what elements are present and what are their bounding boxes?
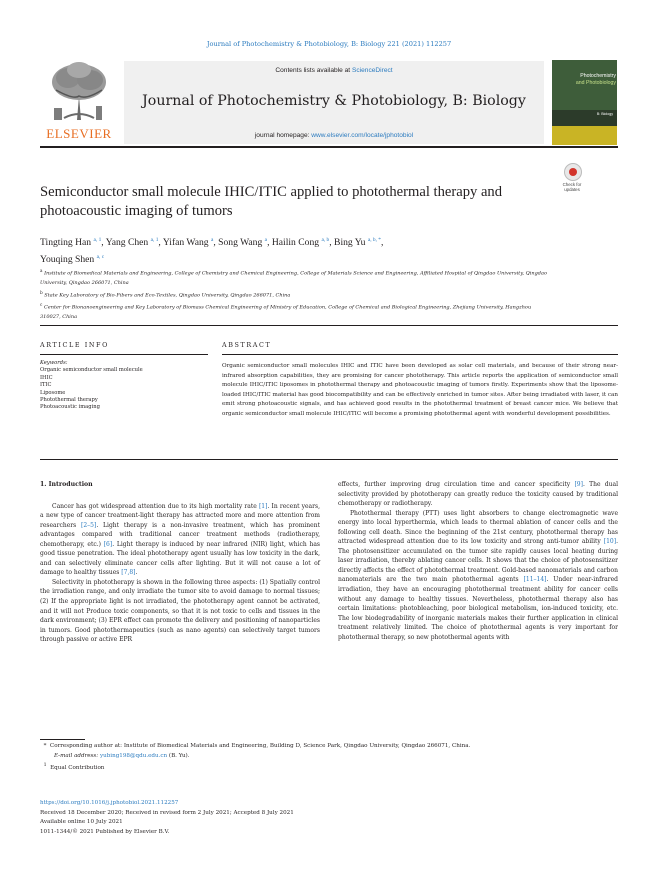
reference-link[interactable]: [6] xyxy=(103,540,113,548)
crossmark-label-line2: updates xyxy=(564,187,580,192)
text-run: . The dual selectivity provided by phototherapy can greatly reduce the toxicity caused by traditional chemotherapy or radiotherapy. xyxy=(338,481,619,508)
text-run: Photothermal therapy (PTT) uses light absorbers to change electromagnetic wave energy into local hyperthermia, which leads to thermal ablation of cancer cells and the following cell death. Since the beginning of the 21st century, photothermal therapy has attracted widespread attention due to its low toxicity and strong anti-tumor ability xyxy=(338,509,618,546)
cover-subtitle: and Photobiology xyxy=(575,80,616,86)
email-suffix: (B. Yu). xyxy=(168,752,190,759)
journal-citation[interactable]: Journal of Photochemistry & Photobiology, B: Biology 221 (2021) 112257 xyxy=(206,40,452,48)
keyword-item: Liposome xyxy=(40,389,66,396)
author[interactable] xyxy=(163,237,218,248)
author-affiliation-marks[interactable]: a, 1 xyxy=(93,237,102,243)
cover-tag: B: Biology xyxy=(596,112,613,116)
reference-link[interactable]: [7,8] xyxy=(121,569,136,577)
header-divider xyxy=(40,146,618,148)
author-separator: , xyxy=(381,237,384,249)
affiliation-mark: a xyxy=(40,268,43,273)
text-run: . The photosensitizer accumulated on the tumor site rapidly causes local heating during laser irradiation, thereby ablating cancer cells. It shows that the choice of photosensitizer directly affects the effect of photothermal treatment. Gold-based nanomaterials and carbon nanomaterials are the two main photothermal agents xyxy=(338,538,618,584)
body-column-left xyxy=(40,480,320,645)
body-column-right xyxy=(338,480,618,642)
intro-paragraph-3 xyxy=(338,509,618,643)
author-name: Hailin Cong xyxy=(271,237,320,249)
check-for-updates-badge[interactable] xyxy=(556,163,588,199)
publication-info xyxy=(40,799,618,837)
author[interactable] xyxy=(106,237,163,248)
keyword-item: ITIC xyxy=(40,382,52,389)
reference-link[interactable]: [11–14] xyxy=(523,576,547,584)
doi-link[interactable]: https://doi.org/10.1016/j.jphotobiol.2021.112257 xyxy=(40,800,179,806)
author[interactable] xyxy=(334,237,383,248)
footnote-rule xyxy=(40,739,85,740)
author-name: Song Wang xyxy=(218,237,263,249)
elsevier-wordmark: ELSEVIER xyxy=(46,126,112,141)
text-run: . Under near-infrared irradiation, they have an encouraging photothermal treatment ability for cancer cells without any damage to healthy tissues. Nevertheless, photothermal therapy also has certain limitations: photobleaching, poor biological metabolism, ion-induced toxicity, etc. The low biodegradability of inorganic materials makes their further application in clinical treatment relatively limited. The choice of photothermal agents is very important for photothermal therapy, so new photothermal agents with xyxy=(338,576,619,641)
affiliation-mark: b xyxy=(40,289,43,295)
keywords-block xyxy=(40,360,210,412)
footnote-mark: 1 xyxy=(43,763,47,769)
affiliation-item xyxy=(40,266,548,288)
affiliation-item xyxy=(40,288,548,301)
journal-homepage-line xyxy=(124,132,544,139)
author[interactable] xyxy=(40,237,106,248)
corresponding-author-text: Corresponding author at: Institute of Biomedical Materials and Engineering, Building D, Science Park, Qingdao University, Qingdao 266071, China. xyxy=(49,743,471,749)
author-affiliation-marks[interactable]: a, b xyxy=(321,237,330,243)
abstract-rule xyxy=(222,354,618,355)
elsevier-logo[interactable] xyxy=(40,60,118,144)
crossmark-icon xyxy=(564,163,582,181)
author-separator: , xyxy=(158,237,163,249)
affiliation-text: Institute of Biomedical Materials and Engineering, College of Chemistry and Chemical Engineering, College of Materials Science and Engineering, Affiliated Hospital of Qingdao University, Qingdao University, Qingdao 266071, China xyxy=(40,270,547,286)
available-online-date: Available online 10 July 2021 xyxy=(40,819,123,826)
contents-available-line xyxy=(124,67,544,74)
footnotes xyxy=(40,742,618,774)
journal-masthead xyxy=(124,61,544,144)
email-note xyxy=(40,752,618,762)
author-list xyxy=(40,233,560,267)
text-run: . Light therapy is a non-invasive treatment, which has prominent advantages compared with traditional cancer treatment methods (radiotherapy, chemotherapy, etc.) xyxy=(40,521,320,548)
author-name: Yifan Wang xyxy=(162,237,209,249)
affiliation-item xyxy=(40,300,548,322)
author-separator: , xyxy=(213,237,219,249)
author-name: Bing Yu xyxy=(334,237,366,249)
author-name: Youqing Shen xyxy=(40,254,95,266)
author-affiliation-marks[interactable]: a, 1 xyxy=(150,237,159,243)
email-link[interactable]: yubing198@qdu.edu.cn xyxy=(99,752,168,759)
crossmark-label-line1: Check for xyxy=(562,182,582,187)
corresponding-author-note xyxy=(40,742,618,752)
reference-link[interactable]: [10] xyxy=(603,538,617,546)
article-info-rule xyxy=(40,354,208,355)
homepage-prefix: journal homepage: xyxy=(254,132,312,139)
intro-paragraph-continued xyxy=(338,480,618,509)
affiliation-mark: c xyxy=(40,302,43,308)
abstract-end-rule xyxy=(40,459,618,460)
text-run: Cancer has got widespread attention due to its high mortality rate xyxy=(52,502,259,510)
affiliation-divider xyxy=(40,325,618,326)
journal-homepage-link[interactable]: www.elsevier.com/locate/jphotobiol xyxy=(311,132,414,139)
keyword-item: Photoacoustic imaging xyxy=(40,404,100,411)
keywords-label: Keywords: xyxy=(40,360,68,366)
author-affiliation-marks[interactable]: a xyxy=(264,237,268,243)
cover-title: Photochemistry xyxy=(580,73,616,79)
received-dates: Received 18 December 2020; Received in revised form 2 July 2021; Accepted 8 July 2021 xyxy=(40,809,294,816)
abstract-text: Organic semiconductor small molecules IHIC and ITIC have been developed as solar cell materials, and because of their strong near-infrared absorption capabilities, they are promising for cancer phototherapy. This article reports the application of semiconductor small molecule IHIC/ITIC liposomes in photothermal therapy and photoacoustic imaging of tumors firstly. Experiments show that the liposome-loaded IHIC/ITIC material has good biocompatibility and can be effectively enriched in tumor sites. After being irradiated with laser, it can emit strong photoacoustic signals, and has achieved good results in the photothermal treatment of breast cancer mice. We believe that organic semiconductor small molecule IHIC/ITIC will become a promising photothermal agent with wonderful development possibilities. xyxy=(222,363,618,417)
sciencedirect-link[interactable]: ScienceDirect xyxy=(351,67,393,74)
article-info-heading: ARTICLE INFO xyxy=(40,341,109,349)
author[interactable] xyxy=(40,254,104,265)
intro-paragraph-1 xyxy=(40,502,320,578)
contents-prefix: Contents lists available at xyxy=(275,67,352,74)
reference-link[interactable]: [9] xyxy=(574,481,583,488)
author-separator: , xyxy=(101,237,106,249)
email-label: E-mail address: xyxy=(54,752,99,759)
author-name: Yang Chen xyxy=(105,237,149,249)
elsevier-tree-icon xyxy=(44,60,114,122)
affiliation-list xyxy=(40,266,548,322)
article-title: Semiconductor small molecule IHIC/ITIC applied to photothermal therapy and photoacoustic imaging of tumors xyxy=(40,184,503,219)
keyword-item: Organic semiconductor small molecule xyxy=(40,367,143,374)
equal-contribution-note xyxy=(40,761,618,773)
text-run: . Light therapy is induced by near infrared (NIR) light, which has good tissue penetration. The ideal phototherapy agent usually has low toxicity in the dark, and can selectively eliminate cancer cells after lighting. But it will not cause a lot of damage to healthy tissues xyxy=(40,540,321,577)
author-separator: , xyxy=(267,237,272,249)
reference-link[interactable]: [2–5] xyxy=(81,521,97,529)
text-run: . xyxy=(135,569,138,577)
footnote-mark: * xyxy=(43,743,47,749)
section-heading-introduction: 1. Introduction xyxy=(40,481,93,488)
text-run: effects, further improving drug circulation time and cancer specificity xyxy=(338,481,575,488)
author-separator: , xyxy=(329,237,335,249)
keywords-list xyxy=(40,367,210,411)
abstract-heading: ABSTRACT xyxy=(222,341,272,349)
author[interactable] xyxy=(218,237,272,248)
keyword-item: Photothermal therapy xyxy=(40,397,98,404)
journal-cover-thumbnail[interactable] xyxy=(552,60,617,145)
author-affiliation-marks[interactable]: a xyxy=(210,237,214,243)
affiliation-text: Center for Bionanoengineering and Key Laboratory of Biomass Chemical Engineering of Ministry of Education, College of Chemical and Biological Engineering, Zhejiang University, Hangzhou 310027, China xyxy=(40,304,532,320)
cover-strip xyxy=(552,126,617,145)
author-affiliation-marks[interactable]: a, c xyxy=(96,254,105,261)
author[interactable] xyxy=(272,237,334,248)
affiliation-text: State Key Laboratory of Bio-Fibers and Eco-Textiles, Qingdao University, Qingdao 266071, China xyxy=(44,292,291,299)
keyword-item: IHIC xyxy=(40,374,53,381)
author-name: Tingting Han xyxy=(40,237,92,249)
crossmark-label xyxy=(556,182,588,192)
intro-paragraph-2: Selectivity in phototherapy is shown in the following three aspects: (1) Spatially control the irradiation range, and only irradiate the tumor site to avoid damage to normal tissues; (2) If the appropriate light is not irradiated, the phototherapy agent cannot be activated, and it will not Produce toxic components, so that it is not toxic to cells and tissues in the dark environment; (3) EPR effect can promote the delivery and positioning of nanoparticles in tumors. Good photothermapeutics (such as nano agents) can selectively target tumors through passive or active EPR xyxy=(40,578,320,644)
equal-contribution-text: Equal Contribution xyxy=(50,765,105,772)
journal-title: Journal of Photochemistry & Photobiology, B: Biology xyxy=(142,93,526,109)
copyright-line: 1011-1344/© 2021 Published by Elsevier B.V. xyxy=(40,828,170,835)
reference-link[interactable]: [1] xyxy=(258,502,268,510)
text-run: . In recent years, a new type of cancer treatment-light therapy has attracted more and more attention from researchers xyxy=(40,502,320,529)
author-affiliation-marks[interactable]: a, b, * xyxy=(367,237,382,243)
